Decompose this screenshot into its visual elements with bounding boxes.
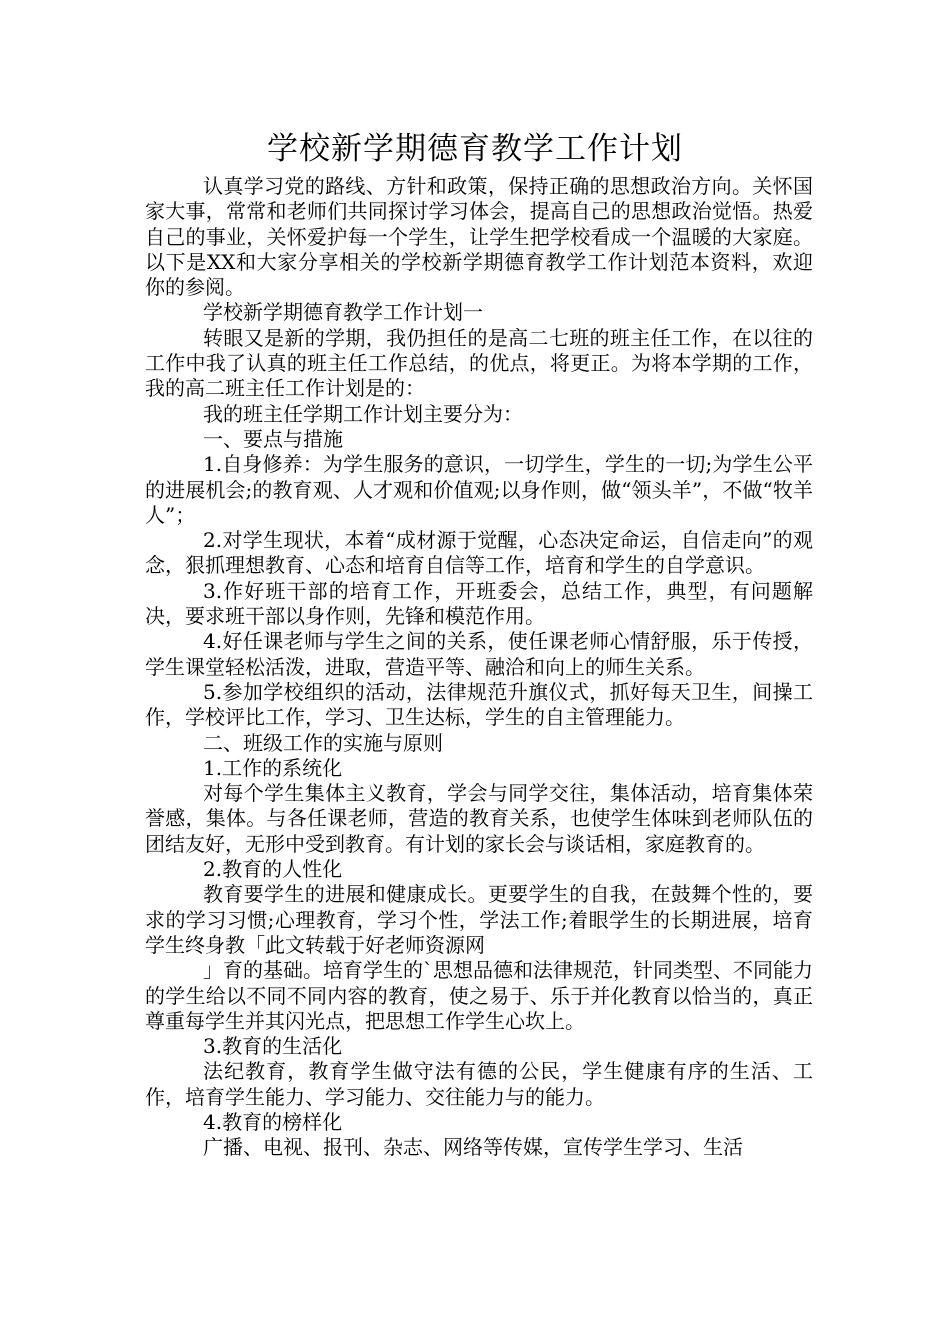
section-heading-key-points: 一、要点与措施 [203,426,343,451]
list-item-student-status: 2.对学生现状，本着“成材源于觉醒，心态决定命运，自信走向”的观念，狠抓理想教育、心态和培育自信等工作，培育和学生的自学意识。 [145,528,813,578]
list-item-self-cultivation: 1.自身修养：为学生服务的意识，一切学生，学生的一切;为学生公平的进展机会;的教育观、人才观和价值观;以身作则，做“领头羊”，不做“牧羊人”； [145,452,813,527]
subheading-humanization: 2.教育的人性化 [203,857,343,882]
document-title: 学校新学期德育教学工作计划 [267,131,683,167]
list-item-teacher-relations: 4.好任课老师与学生之间的关系，使任课老师心情舒服，乐于传授，学生课堂轻松活泼，进取，营造平等、融洽和向上的师生关系。 [145,629,813,679]
body-paragraph: 转眼又是新的学期，我仍担任的是高二七班的班主任工作，在以往的工作中我了认真的班主任工作总结，的优点，将更正。为将本学期的工作，我的高二班主任工作计划是的： [145,325,813,401]
list-item-class-cadres: 3.作好班干部的培育工作，开班委会，总结工作，典型，有问题解决，要求班干部以身作则，先锋和模范作用。 [145,578,813,629]
intro-paragraph: 认真学习党的路线、方针和政策，保持正确的思想政治方向。关怀国家大事，常常和老师们共同探讨学习体会，提高自己的思想政治觉悟。热爱自己的事业，关怀爱护每一个学生，让学生把学校看成一个温暖的大家庭。以下是XX和大家分享相关的学校新学期德育教学工作计划范本资料，欢迎你的参阅。 [145,174,813,300]
subheading-role-model: 4.教育的榜样化 [203,1109,343,1134]
list-item-school-activities: 5.参加学校组织的活动，法律规范升旗仪式，抓好每天卫生，间操工作，学校评比工作，学习、卫生达标，学生的自主管理能力。 [145,679,813,730]
body-paragraph: 我的班主任学期工作计划主要分为： [203,401,523,426]
body-paragraph: 对每个学生集体主义教育，学会与同学交往，集体活动，培育集体荣誉感，集体。与各任课老师，营造的教育关系，也使学生体味到老师队伍的团结友好，无形中受到教育。有计划的家长会与谈话相，家庭教育的。 [145,781,813,856]
section-heading-plan-one: 学校新学期德育教学工作计划一 [203,300,483,325]
subheading-systematization: 1.工作的系统化 [203,755,343,780]
body-paragraph: 法纪教育，教育学生做守法有德的公民，学生健康有序的生活、工作，培育学生能力、学习能力、交往能力与的能力。 [145,1059,813,1109]
body-paragraph: 教育要学生的进展和健康成长。更要学生的自我，在鼓舞个性的，要求的学习习惯;心理教育，学习个性，学法工作;着眼学生的长期进展，培育学生终身教「此文转载于好老师资源网 [145,882,813,957]
body-paragraph: 广播、电视、报刊、杂志、网络等传媒，宣传学生学习、生活 [203,1135,743,1160]
body-paragraph-continued: 」育的基础。培育学生的`思想品德和法律规范，针同类型、不同能力的学生给以不同不同内容的教育，使之易于、乐于并化教育以恰当的，真正尊重每学生并其闪光点，把思想工作学生心坎上。 [145,958,813,1033]
section-heading-implementation: 二、班级工作的实施与原则 [203,730,443,755]
document-body [145,174,813,1161]
subheading-life-oriented: 3.教育的生活化 [203,1034,343,1059]
